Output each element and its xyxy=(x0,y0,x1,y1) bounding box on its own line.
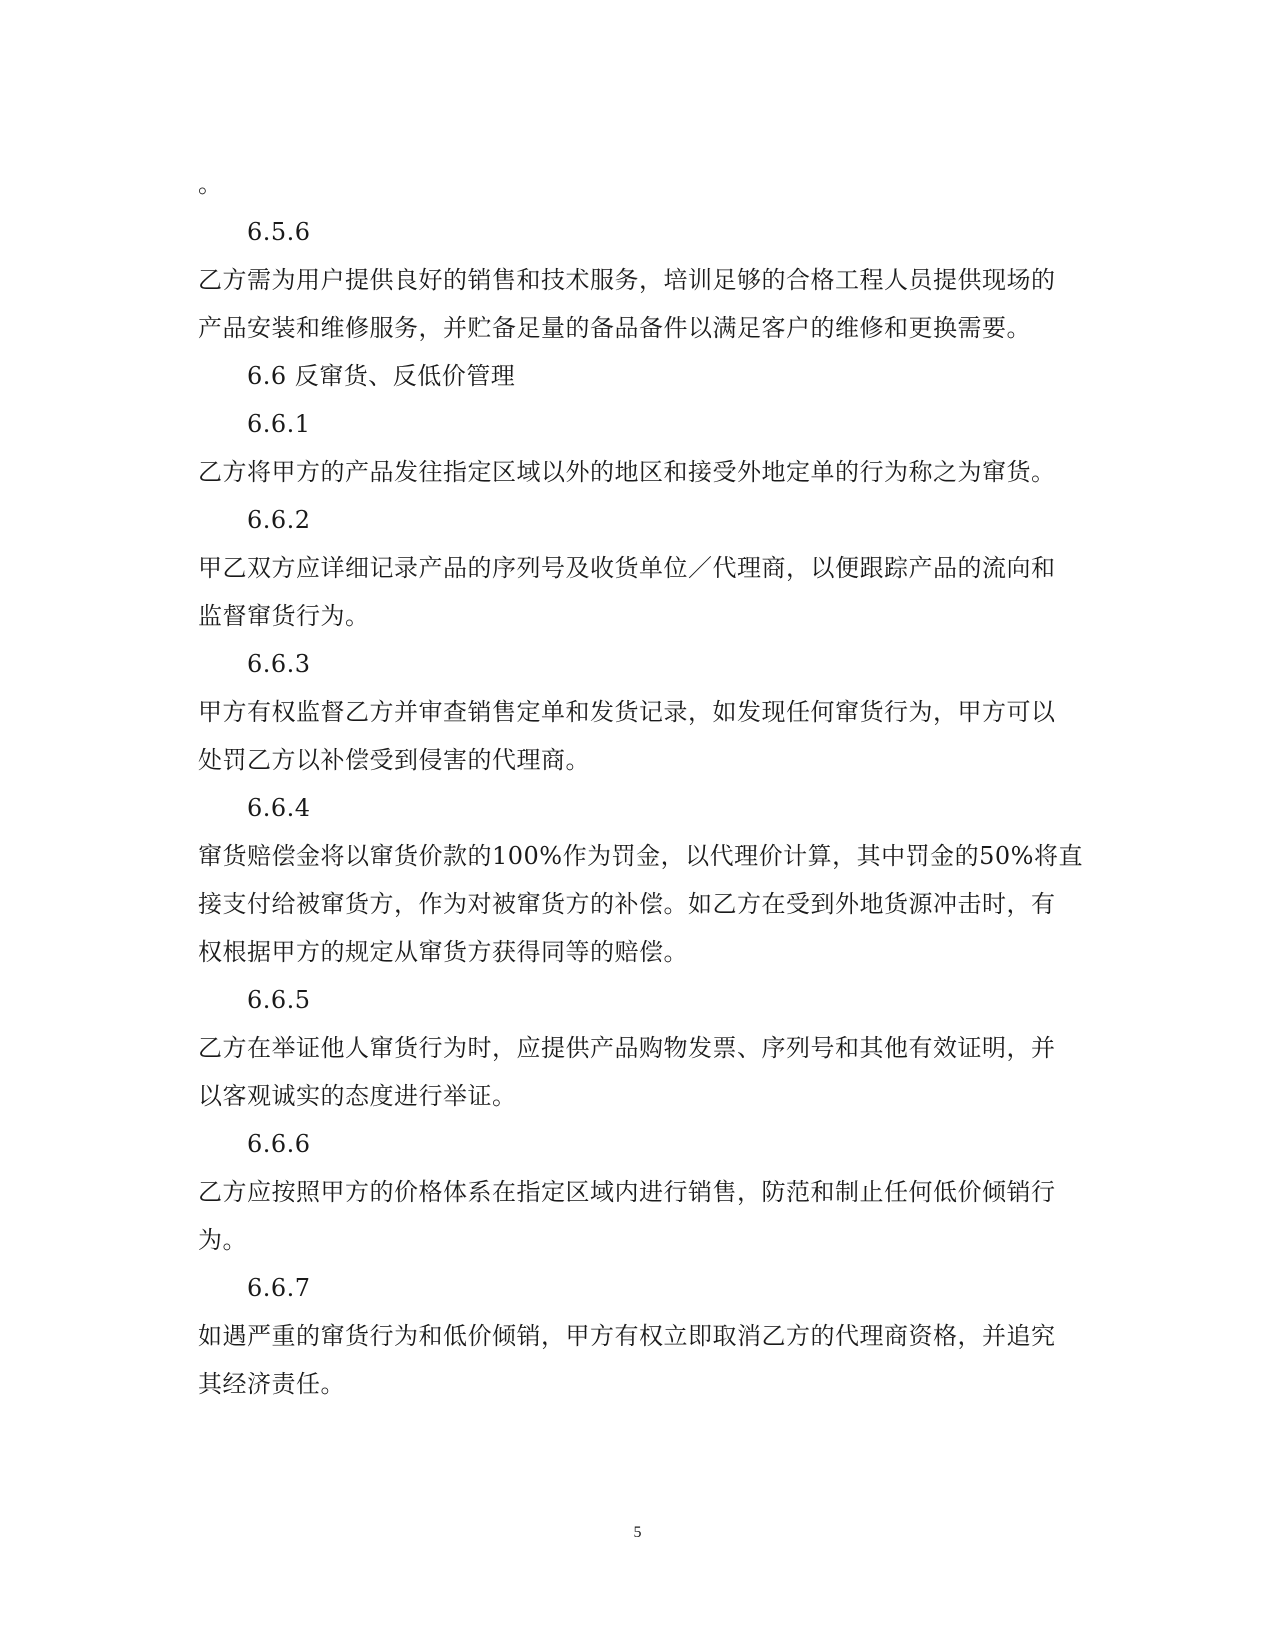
paragraph xyxy=(198,1312,1078,1408)
paragraph xyxy=(198,1024,1078,1120)
page-number: 5 xyxy=(633,1524,642,1541)
section-number: 6.6.4 xyxy=(247,794,311,822)
paragraph-line: 接支付给被窜货方，作为对被窜货方的补偿。如乙方在受到外地货源冲击时，有 xyxy=(198,890,1056,918)
paragraph xyxy=(198,256,1078,352)
paragraph-line: 处罚乙方以补偿受到侵害的代理商。 xyxy=(198,746,590,774)
paragraph-line: 乙方在举证他人窜货行为时，应提供产品购物发票、序列号和其他有效证明，并 xyxy=(198,1034,1056,1062)
section-number: 6.6.6 xyxy=(247,1130,311,1158)
section-number: 6.6.3 xyxy=(247,650,311,678)
paragraph-line: 窜货赔偿金将以窜货价款的100%作为罚金，以代理价计算，其中罚金的50%将直 xyxy=(198,842,1083,870)
section-number: 6.5.6 xyxy=(247,218,311,246)
paragraph-line: 甲乙双方应详细记录产品的序列号及收货单位／代理商，以便跟踪产品的流向和 xyxy=(198,554,1056,582)
paragraph-line: 以客观诚实的态度进行举证。 xyxy=(198,1082,517,1110)
paragraph-line: 监督窜货行为。 xyxy=(198,602,370,630)
paragraph-line: 乙方需为用户提供良好的销售和技术服务，培训足够的合格工程人员提供现场的 xyxy=(198,266,1056,294)
section-number: 6.6.1 xyxy=(247,410,311,438)
section-number: 6.6.5 xyxy=(247,986,311,1014)
paragraph-line: 其经济责任。 xyxy=(198,1370,345,1398)
paragraph-line: 产品安装和维修服务，并贮备足量的备品备件以满足客户的维修和更换需要。 xyxy=(198,314,1031,342)
paragraph-line: 乙方应按照甲方的价格体系在指定区域内进行销售，防范和制止任何低价倾销行 xyxy=(198,1178,1056,1206)
paragraph xyxy=(198,448,1078,496)
paragraph-line: 如遇严重的窜货行为和低价倾销，甲方有权立即取消乙方的代理商资格，并追究 xyxy=(198,1322,1056,1350)
section-number: 6.6.7 xyxy=(247,1274,311,1302)
section-number: 6.6 反窜货、反低价管理 xyxy=(247,362,516,390)
paragraph xyxy=(198,832,1083,976)
paragraph-line: 权根据甲方的规定从窜货方获得同等的赔偿。 xyxy=(198,938,688,966)
paragraph-line: 。 xyxy=(198,170,223,198)
paragraph-line: 甲方有权监督乙方并审查销售定单和发货记录，如发现任何窜货行为，甲方可以 xyxy=(198,698,1056,726)
paragraph xyxy=(198,544,1078,640)
section-number: 6.6.2 xyxy=(247,506,311,534)
paragraph-line: 乙方将甲方的产品发往指定区域以外的地区和接受外地定单的行为称之为窜货。 xyxy=(198,458,1056,486)
paragraph xyxy=(198,688,1078,784)
paragraph xyxy=(198,1168,1078,1264)
document-body xyxy=(198,160,1083,1408)
paragraph xyxy=(198,160,1078,208)
paragraph-line: 为。 xyxy=(198,1226,247,1254)
